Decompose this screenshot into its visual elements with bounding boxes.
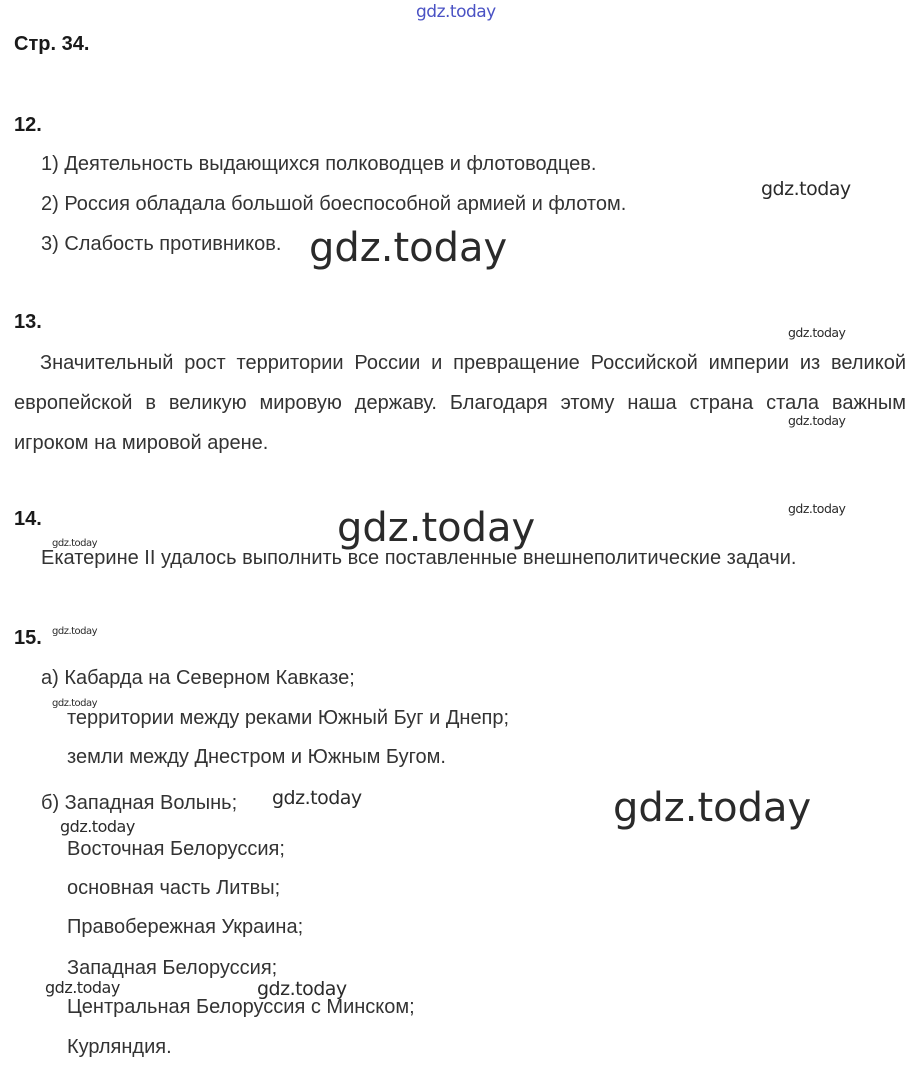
watermark-tiny-14: gdz.today xyxy=(52,538,98,549)
watermark-large-12: gdz.today xyxy=(309,225,508,271)
task-14-number: 14. xyxy=(14,508,42,530)
task-13-answer: Значительный рост территории России и превращение Российской империи из великой европейской в великую мировую державу. Благодаря этому наша страна стала важным игроком на мировой арене. xyxy=(14,352,906,454)
task-15-b-item-7: Курляндия. xyxy=(67,1036,172,1058)
task-15-b-item-2: Восточная Белоруссия; xyxy=(67,838,285,860)
watermark-left-bottom: gdz.today xyxy=(45,978,120,997)
watermark-right-12: gdz.today xyxy=(761,178,851,200)
task-15-a-item-1: а) Кабарда на Северном Кавказе; xyxy=(41,667,355,689)
task-12-number: 12. xyxy=(14,114,42,136)
watermark-top: gdz.today xyxy=(416,2,496,22)
task-15-b-item-4: Правобережная Украина; xyxy=(67,916,304,938)
task-15-b-item-3: основная часть Литвы; xyxy=(67,877,281,899)
task-13-number: 13. xyxy=(14,311,42,333)
watermark-tiny-15a: gdz.today xyxy=(52,698,98,709)
watermark-left-15b: gdz.today xyxy=(60,817,135,836)
watermark-large-14: gdz.today xyxy=(337,505,536,551)
watermark-small-13b: gdz.today xyxy=(788,413,846,428)
task-14-answer: Екатерине II удалось выполнить все поставленные внешнеполитические задачи. xyxy=(41,547,797,569)
task-15-b-item-6: Центральная Белоруссия с Минском; xyxy=(67,996,415,1018)
task-12-item-3: 3) Слабость противников. xyxy=(41,233,282,255)
watermark-small-13a: gdz.today xyxy=(788,325,846,340)
watermark-large-15b: gdz.today xyxy=(613,785,812,831)
task-15-b-item-1: б) Западная Волынь; xyxy=(41,792,238,814)
page-header: Стр. 34. xyxy=(14,33,90,55)
watermark-small-14: gdz.today xyxy=(788,501,846,516)
task-15-a-item-2: территории между реками Южный Буг и Днепр; xyxy=(67,707,510,729)
task-12-item-2: 2) Россия обладала большой боеспособной армией и флотом. xyxy=(41,193,627,215)
task-15-number: 15. xyxy=(14,627,42,649)
watermark-mid-bottom: gdz.today xyxy=(257,978,347,1000)
task-15-b-item-5: Западная Белоруссия; xyxy=(67,957,278,979)
watermark-tiny-15: gdz.today xyxy=(52,626,98,637)
task-15-a-item-3: земли между Днестром и Южным Бугом. xyxy=(67,746,446,768)
watermark-mid-15b: gdz.today xyxy=(272,787,362,809)
task-12-item-1: 1) Деятельность выдающихся полководцев и флотоводцев. xyxy=(41,153,597,175)
